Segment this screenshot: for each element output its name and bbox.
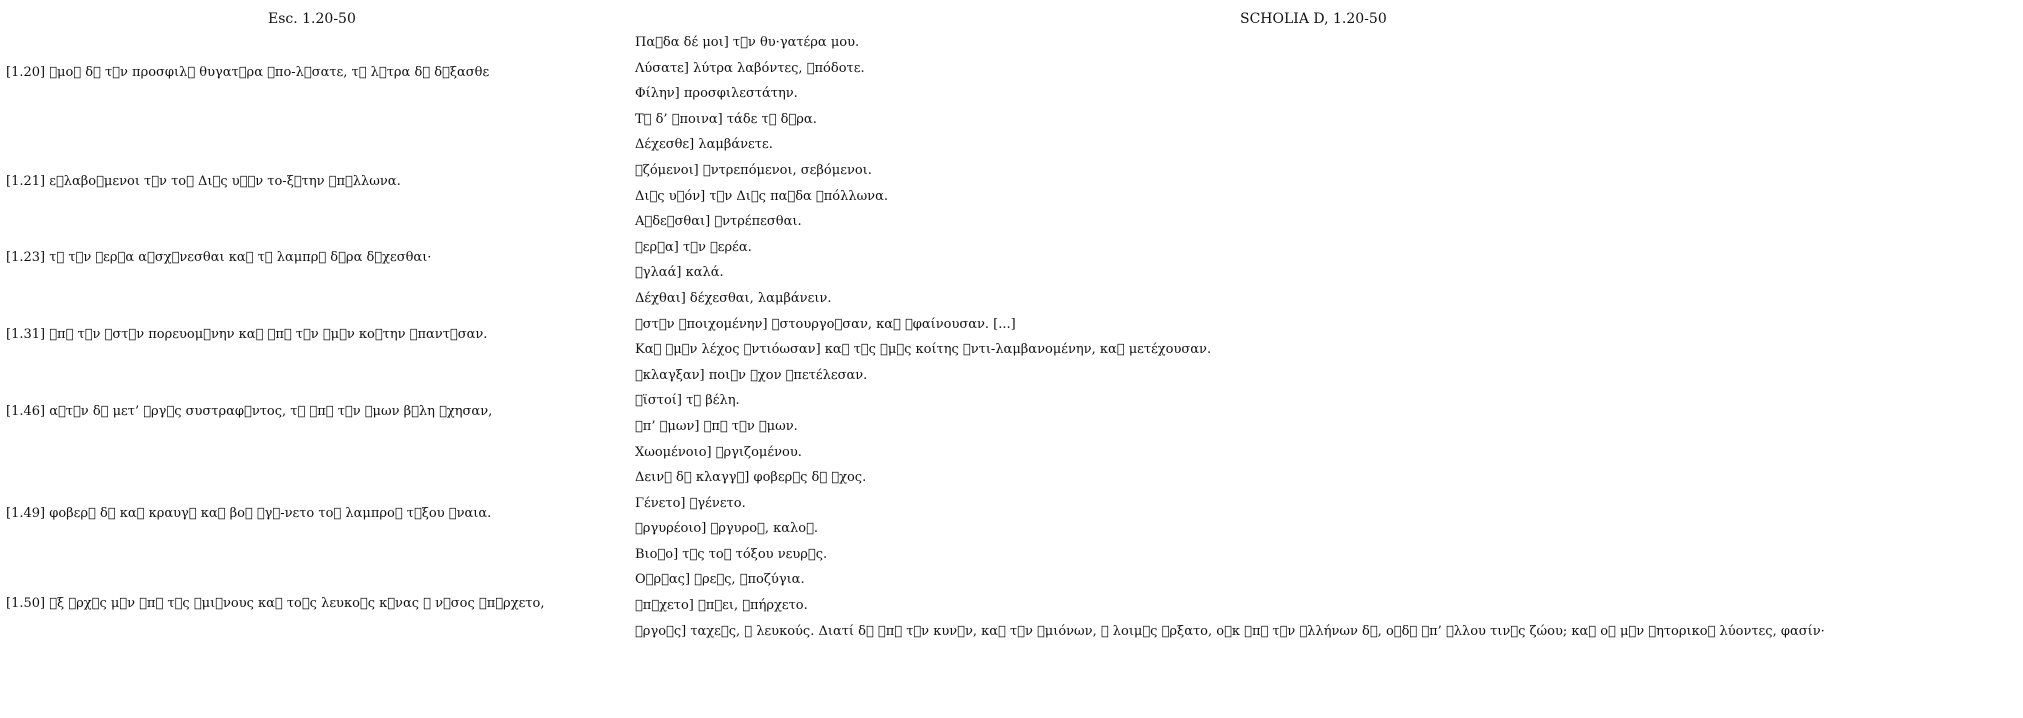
scholion-line: στ ν ποιχομένην] στουργο σαν, κα φαίνουσαν. [...] — [635, 316, 970, 332]
scholion-line: Βιο ο] τ ς το τόξου νευρ ς. — [635, 546, 809, 562]
left-line: [1.46] α τ ν δ μετ’ ργ ς συστραφ ντος, τ π τ ν μων β λη χησαν, — [6, 404, 416, 419]
scholion-line: Λύσατε] λύτρα λαβόντες, πόδοτε. — [635, 60, 857, 76]
scholion-line: ζόμενοι] ντρεπόμενοι, σεβόμενοι. — [635, 162, 857, 178]
scholion-line: Δέχεσθε] λαμβάνετε. — [635, 137, 773, 153]
scholion-line: Δι ς υ όν] τ ν Δι ς πα δα πόλλωνα. — [635, 188, 862, 204]
scholion-line: Πα δα δέ μοι] τ ν θυ·γατέρα μου. — [635, 35, 852, 50]
right-column-header: SCHOLIA D, 1.20-50 — [1240, 11, 1387, 27]
scholion-line: γλαά] καλά. — [635, 265, 716, 281]
left-line: [1.49] φοβερ δ κα κραυγ κα βο γ -νετο το λαμπρο τ ξου ναια. — [6, 506, 406, 521]
scholion-line: π’ μων] π τ ν μων. — [635, 418, 756, 434]
scholion-line: Τ δ’ ποινα] τάδε τ δ ρα. — [635, 111, 790, 127]
scholion-line: ϊστοί] τ βέλη. — [635, 393, 725, 409]
escholia-column — [6, 0, 626, 718]
scholion-line: π χετο] π ει, πήρχετο. — [635, 598, 778, 614]
left-line: [1.21] ε λαβο μενοι τ ν το Δι ς υ ν το-ξ την π λλωνα. — [6, 174, 352, 189]
scholion-line: Φίλην] προσφιλεστάτην. — [635, 86, 798, 102]
scholion-line: Ο ρ ας] ρε ς, ποζύγια. — [635, 572, 778, 588]
left-line: [1.20] μο δ τ ν προσφιλ θυγατ ρα πο-λ σατε, τ λ τρα δ δ ξασθε — [6, 65, 417, 80]
left-column-header: Esc. 1.20-50 — [268, 11, 356, 27]
scholion-line: Δειν δ κλαγγ ] φοβερ ς δ χος. — [635, 470, 828, 486]
scholion-line: κλαγξαν] ποι ν χον πετέλεσαν. — [635, 367, 841, 383]
left-line: [1.31] π τ ν στ ν πορευομ νην κα π τ ν μ ν κο την παντ σαν. — [6, 327, 400, 342]
left-line: [1.23] τ τ ν ερ α α σχ νεσθαι κα τ λαμπρ δ ρα δ χεσθαι· — [6, 250, 371, 265]
scholion-line: Α δε σθαι] ντρέπεσθαι. — [635, 214, 787, 230]
scholion-line: ργυρέοιο] ργυρο , καλο . — [635, 521, 796, 537]
scholion-line: ργο ς] ταχε ς, λευκούς. Διατί δ π τ ν κυν ν, κα τ ν μιόνων, λοιμ ς ρξατο, ο κ π τ ν λλήνων δ , ο δ π’ λλου τιν ς ζώου; κα ο μ ν ητορικο λύοντες, φασίν· — [635, 623, 1625, 639]
left-line: [1.50] ξ ρχ ς μ ν π τ ς μι νους κα το ς λευκο ς κ νας ν σος π ρχετο, — [6, 596, 445, 611]
scholion-line: Κα μ ν λέχος ντιόωσαν] κα τ ς μ ς κοίτης ντι-λαμβανομένην, κα μετέχουσαν. — [635, 342, 1146, 358]
scholion-line: Χωομένοιο] ργιζομένου. — [635, 444, 795, 460]
scholion-line: Γένετο] γένετο. — [635, 495, 738, 511]
scholia-d-column — [635, 34, 2020, 648]
scholion-line: Δέχθαι] δέχεσθαι, λαμβάνειν. — [635, 290, 832, 306]
scholion-line: ερ α] τ ν ερέα. — [635, 239, 729, 255]
